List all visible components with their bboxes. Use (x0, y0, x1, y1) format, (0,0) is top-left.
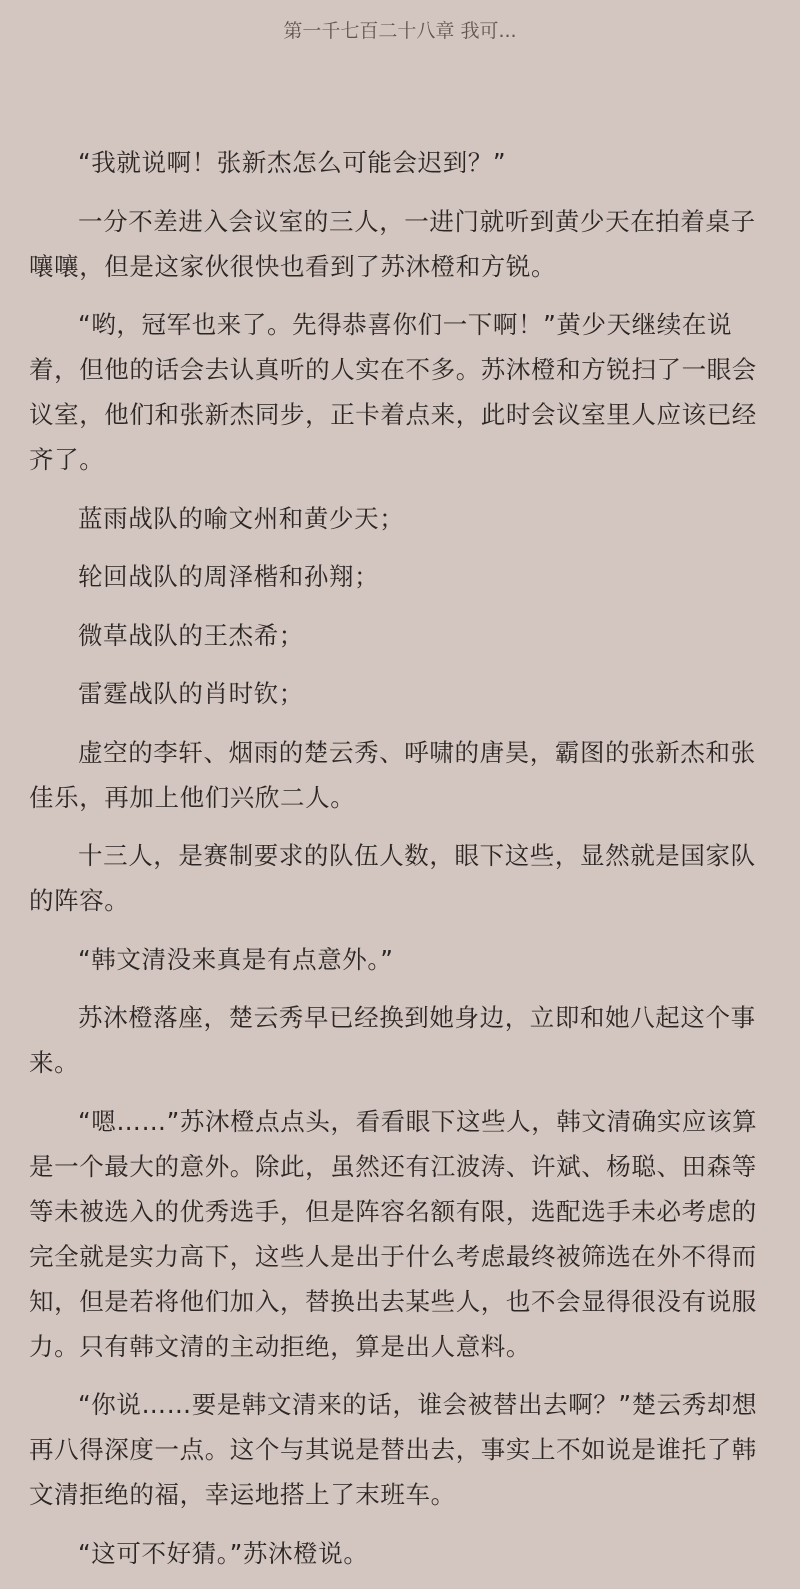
paragraph: 虚空的李轩、烟雨的楚云秀、呼啸的唐昊，霸图的张新杰和张佳乐，再加上他们兴欣二人。 (29, 737, 756, 812)
paragraph: 苏沐橙落座，楚云秀早已经换到她身边，立即和她八起这个事来。 (29, 1003, 756, 1077)
paragraph: “你说……要是韩文清来的话，谁会被替出去啊？”楚云秀却想再八得深度一点。这个与其说是替出去，事实上不如说是谁托了韩文清拒绝的福，幸运地搭上了末班车。 (29, 1390, 758, 1509)
paragraph: 一分不差进入会议室的三人，一进门就听到黄少天在拍着桌子嚷嚷，但是这家伙很快也看到了苏沐橙和方锐。 (29, 206, 756, 281)
paragraph: 微草战队的王杰希； (78, 620, 304, 650)
paragraph: “韩文清没来真是有点意外。” (78, 944, 394, 974)
paragraph: “这可不好猜。”苏沐橙说。 (78, 1538, 369, 1568)
paragraph: “嗯……”苏沐橙点点头，看看眼下这些人，韩文清确实应该算是一个最大的意外。除此，虽然还有江波涛、许斌、杨聪、田森等等未被选入的优秀选手，但是阵容名额有限，选配选手未必考虑的完全就是实力高下，这些人是出于什么考虑最终被筛选在外不得而知，但是若将他们加入，替换出去某些人，也不会显得很没有说服力。只有韩文清的主动拒绝，算是出人意料。 (29, 1106, 758, 1361)
chapter-title: 第一千七百二十八章 我可... (283, 20, 517, 42)
paragraph: 蓝雨战队的喻文州和黄少天； (78, 503, 405, 533)
paragraph: 轮回战队的周泽楷和孙翔； (78, 562, 380, 591)
paragraph: “我就说啊！张新杰怎么可能会迟到？” (78, 148, 507, 177)
paragraph: 十三人，是赛制要求的队伍人数，眼下这些，显然就是国家队的阵容。 (29, 841, 756, 915)
paragraph: “哟，冠军也来了。先得恭喜你们一下啊！”黄少天继续在说着，但他的话会去认真听的人实在不多。苏沐橙和方锐扫了一眼会议室，他们和张新杰同步，正卡着点来，此时会议室里人应该已经齐了。 (29, 310, 757, 474)
chapter-text[interactable] (29, 140, 774, 1589)
paragraph: 雷霆战队的肖时钦； (78, 679, 304, 708)
